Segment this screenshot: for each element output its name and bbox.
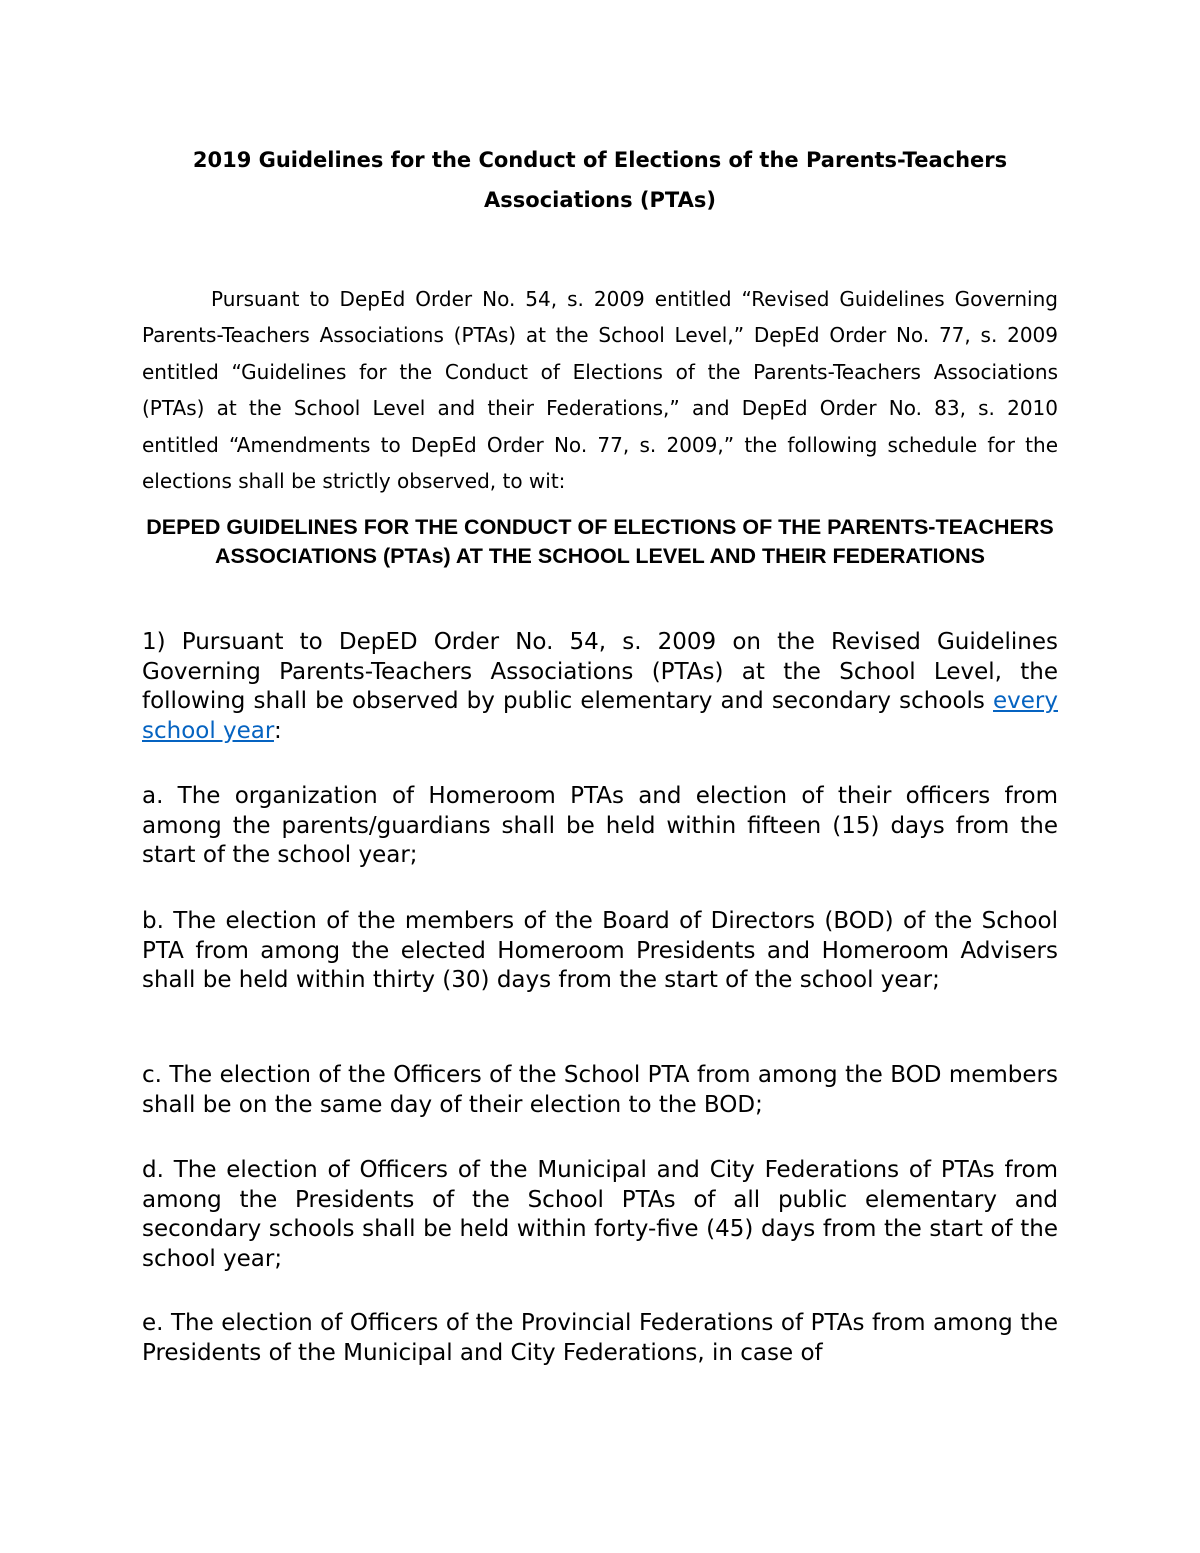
- section-heading: DEPED GUIDELINES FOR THE CONDUCT OF ELECTIONS OF THE PARENTS-TEACHERS ASSOCIATIONS (PTAs) AT THE SCHOOL LEVEL AND THEIR FEDERATIONS: [146, 515, 1054, 568]
- item-1-paragraph: [142, 628, 1058, 746]
- item-1-colon: :: [273, 717, 282, 744]
- item-d-paragraph: d. The election of Officers of the Municipal and City Federations of PTAs from among the Presidents of the School PTAs of all public elementary and secondary schools shall be held within forty-five (45) days from the start of the school year;: [142, 1157, 1058, 1272]
- every-school-year-link[interactable]: every school year: [142, 688, 1058, 744]
- item-b-paragraph: b. The election of the members of the Board of Directors (BOD) of the School PTA from among the elected Homeroom Presidents and Homeroom Advisers shall be held within thirty (30) days from the start of the school year;: [142, 908, 1058, 994]
- document-title: 2019 Guidelines for the Conduct of Elections of the Parents-Teachers Associations (PTAs): [192, 148, 1008, 212]
- item-1-text: 1) Pursuant to DepED Order No. 54, s. 2009 on the Revised Guidelines Governing Parents-Teachers Associations (PTAs) at the School Level, the following shall be observed by public elementary and secondary schools: [142, 629, 1058, 715]
- item-e-paragraph: e. The election of Officers of the Provincial Federations of PTAs from among the Presidents of the Municipal and City Federations, in case of: [142, 1310, 1058, 1366]
- intro-paragraph: Pursuant to DepEd Order No. 54, s. 2009 entitled “Revised Guidelines Governing Parents-Teachers Associations (PTAs) at the School Level,” DepEd Order No. 77, s. 2009 entitled “Guidelines for the Conduct of Elections of the Parents-Teachers Associations (PTAs) at the School Level and their Federations,” and DepEd Order No. 83, s. 2010 entitled “Amendments to DepEd Order No. 77, s. 2009,” the following schedule for the elections shall be strictly observed, to wit:: [142, 287, 1058, 494]
- item-a-paragraph: a. The organization of Homeroom PTAs and election of their officers from among the parents/guardians shall be held within fifteen (15) days from the start of the school year;: [142, 783, 1058, 869]
- item-c-paragraph: c. The election of the Officers of the School PTA from among the BOD members shall be on the same day of their election to the BOD;: [142, 1062, 1058, 1118]
